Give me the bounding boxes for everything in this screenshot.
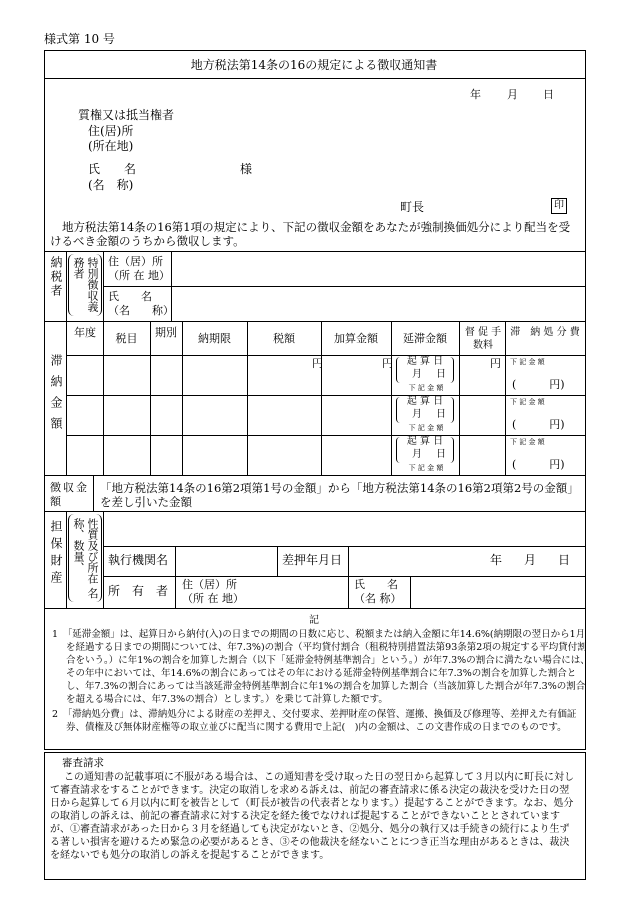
header-disposal-fee: 滞 納 処 分 費 [510, 327, 580, 338]
form-number: 様式第 10 号 [44, 32, 115, 46]
calc-start-label: 起 算 日 [406, 436, 444, 447]
header-deadline: 納期限 [198, 332, 231, 345]
date-month-label: 月 [507, 88, 518, 101]
owner-label: 所 有 者 [108, 584, 169, 598]
calc-month-label: 月 [412, 369, 422, 380]
taxpayer-name-label: 氏 名 [108, 290, 152, 303]
review-text: この通知書の記載事項に不服がある場合は、この通知書を受け取った日の翌日から起算して３月以内に町長に対して審査請求をすることができます。決定の取消しを求める訴えは、前記の審査請求に係る決定の裁決を受けた日の翌日から起算して６月以内に町を被告として（町長が被告の代表者となります。）提起することができます。なお、処分の取消しの訴えは、前記の審査請求に対する決定を経た後でなければ提起することができないこととされていますが、①審査請求があった日から３月を経過しても決定がないとき、②処分、処分の執行又は手続きの続行により生ずる著しい損害を避けるため緊急の必要があるとき、③その他裁決を経ないことにつき正当な理由があるときは、裁決を経ないでも処分の取消しの訴えを提起することができます。 [50, 772, 574, 861]
seizure-date-label: 差押年月日 [282, 553, 343, 567]
recipient-name-label: 氏 名 [88, 162, 137, 176]
fee-note: 下 記 金 額 [510, 398, 545, 406]
seizure-year-label: 年 [490, 553, 503, 567]
recipient-address-alt-label: (所在地) [88, 139, 134, 153]
agency-label: 執行機関名 [108, 553, 169, 567]
note-2: 2 「滞納処分費」は、滞納処分による財産の差押え、交付要求、差押財産の保管、運搬、換価及び修理等、差押えた有価証券、債権及び無体財産権等の取立並びに配当に関する費用で上記( )内の金額は、この文書作成の日までのものです。 [52, 709, 577, 733]
owner-address-alt-label: （所 在 地） [182, 592, 244, 605]
calc-note: 下 記 金 額 [408, 464, 444, 472]
recipient-honorific: 様 [240, 162, 253, 176]
fee-note: 下 記 金 額 [510, 358, 545, 366]
fee-paren: ( 円) [512, 378, 565, 391]
calc-day-label: 日 [436, 449, 446, 460]
owner-name-label: 氏 名 [354, 578, 398, 591]
issuer-title: 町長 [400, 200, 425, 214]
calc-month-label: 月 [412, 449, 422, 460]
taxpayer-address-alt-label: （所 在 地） [108, 269, 170, 282]
notes-heading: 記 [309, 615, 319, 626]
taxpayer-address-label: 住（居）所 [108, 255, 163, 268]
calc-note: 下 記 金 額 [408, 424, 444, 432]
seal-mark: 印 [551, 198, 567, 214]
fee-note: 下 記 金 額 [510, 438, 545, 446]
calc-note: 下 記 金 額 [408, 384, 444, 392]
header-tax-amount: 税額 [273, 332, 295, 345]
calc-day-label: 日 [436, 369, 446, 380]
recipient-pledgee-label: 質権又は抵当権者 [78, 108, 175, 122]
header-delinquency: 延滞金額 [403, 332, 447, 345]
header-tax-item: 税目 [115, 332, 138, 345]
yen-added: 円 [382, 357, 393, 370]
recipient-name-alt-label: (名 称) [88, 178, 134, 192]
date-day-label: 日 [543, 88, 554, 101]
collection-text: 「地方税法第14条の16第2項第1号の金額」から「地方税法第14条の16第2項第2号の金額」を差し引いた金額 [100, 481, 579, 509]
collateral-description-label: 性質及び所在 名称、数量、 [72, 518, 99, 599]
header-added-amount: 加算金額 [334, 332, 378, 345]
fee-paren: ( 円) [512, 418, 565, 431]
header-period: 期別 [155, 326, 177, 339]
note-1: 1 「延滞金額」は、起算日から納付(入)の日までの期間の日数に応じ、税額または納入金額に年14.6%(納期限の翌日から1月を経過する日までの期間については、年7.3%)の割合（平均貸付割合（租税特別措置法第93条第2項の規定する平均貸付割合をいう。）に年1%の割合を加算した割合（以下「延滞金特例基準割合」という。）が年7.3%の割合に満たない場合には、その年中においては、年14.6%の割合にあってはその年における延滞金特例基準割合に年7.3%の割合を加算した割合とし、年7.3%の割合にあっては当該延滞金特例基準割合に年1%の割合を加算した割合（当該加算した割合が年7.3%の割合を超える場合には、年7.3%の割合）とします。）を乗じて計算した額です。 [52, 629, 590, 705]
arrears-label: 滞納金額 [49, 354, 63, 438]
yen-reminder: 円 [490, 357, 501, 370]
header-reminder-fee: 督 促 手数料 [464, 327, 502, 351]
seizure-day-label: 日 [558, 553, 571, 567]
calc-start-label: 起 算 日 [406, 356, 444, 367]
header-year: 年度 [74, 326, 96, 339]
recipient-address-label: 住(居)所 [88, 124, 134, 138]
collection-label: 徴収金額 [50, 481, 89, 508]
seizure-month-label: 月 [524, 553, 537, 567]
taxpayer-name-alt-label: （名 称） [108, 304, 174, 317]
taxpayer-label: 納税者 [49, 256, 63, 298]
yen-tax: 円 [312, 357, 323, 370]
calc-day-label: 日 [436, 409, 446, 420]
owner-name-alt-label: （名 称） [354, 592, 402, 605]
collateral-label: 担保財産 [49, 520, 63, 588]
special-collector-label: 特別徴収義務者 [72, 257, 99, 312]
date-year-label: 年 [470, 88, 481, 101]
intro-text: 地方税法第14条の16第1項の規定により、下記の徴収金額をあなたが強制換価処分により配当を受けるべき金額のうちから徴収します。 [50, 220, 571, 248]
owner-address-label: 住（居）所 [182, 578, 237, 591]
document-title: 地方税法第14条の16の規定による徴収通知書 [190, 58, 438, 72]
calc-start-label: 起 算 日 [406, 396, 444, 407]
calc-month-label: 月 [412, 409, 422, 420]
fee-paren: ( 円) [512, 458, 565, 471]
review-heading: 審査請求 [62, 757, 104, 769]
